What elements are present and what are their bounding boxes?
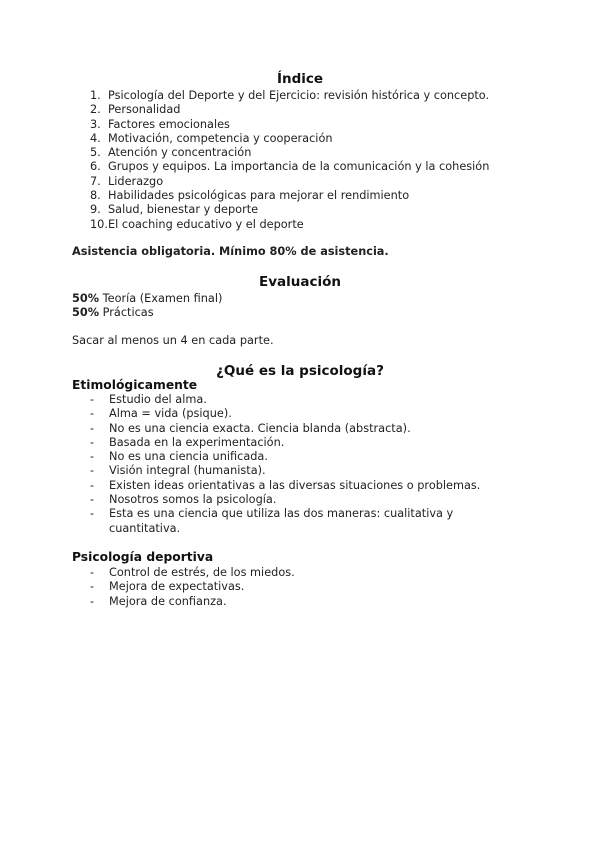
etymology-heading: Etimológicamente xyxy=(72,378,198,392)
list-item-text: Control de estrés, de los miedos. xyxy=(109,566,295,579)
list-item-text: Nosotros somos la psicología. xyxy=(109,493,277,507)
list-item: - Existen ideas orientativas a las diversas situaciones o problemas. xyxy=(90,478,481,492)
list-item-text: Existen ideas orientativas a las diversas situaciones o problemas. xyxy=(109,478,481,492)
list-item-text: Esta es una ciencia que utiliza las dos maneras: cualitativa y cuantitativa. xyxy=(109,507,454,535)
index-list xyxy=(90,89,550,232)
list-item: - Mejora de confianza. xyxy=(90,594,227,608)
index-item-number: 9. xyxy=(90,203,101,217)
evaluation-text: Prácticas xyxy=(99,306,154,319)
index-item xyxy=(90,218,550,232)
list-item-text: No es una ciencia unificada. xyxy=(109,450,268,464)
evaluation-line xyxy=(72,306,542,320)
evaluation-line xyxy=(72,292,542,306)
index-item-text: Motivación, competencia y cooperación xyxy=(108,131,333,145)
list-item-text: No es una ciencia exacta. Ciencia blanda (abstracta). xyxy=(109,421,411,435)
index-item-number: 6. xyxy=(90,160,101,174)
index-item xyxy=(90,118,550,132)
index-item xyxy=(90,203,550,217)
index-item xyxy=(90,189,550,203)
list-item-text: Basada en la experimentación. xyxy=(109,435,285,449)
index-item-number: 10. xyxy=(90,217,108,231)
list-item: - Control de estrés, de los miedos. xyxy=(90,566,295,579)
index-item-text: Atención y concentración xyxy=(108,146,252,160)
index-item-number: 1. xyxy=(90,89,101,102)
sport-psychology-heading: Psicología deportiva xyxy=(72,550,214,564)
index-item-number: 8. xyxy=(90,189,101,203)
index-item-text: Factores emocionales xyxy=(108,117,230,131)
index-item xyxy=(90,160,550,174)
index-item-number: 2. xyxy=(90,103,101,117)
evaluation-percent: 50% xyxy=(72,292,100,305)
index-title: Índice xyxy=(276,71,324,87)
psychology-title: ¿Qué es la psicología? xyxy=(216,363,384,379)
list-item: - Basada en la experimentación. xyxy=(90,435,285,449)
list-item: - No es una ciencia unificada. xyxy=(90,450,268,464)
index-item xyxy=(90,132,550,146)
list-item: - No es una ciencia exacta. Ciencia blanda (abstracta). xyxy=(90,421,411,435)
index-item-text: Personalidad xyxy=(108,103,181,117)
index-item xyxy=(90,89,550,103)
index-item xyxy=(90,175,550,189)
evaluation-title: Evaluación xyxy=(259,274,341,290)
list-item-text: Mejora de confianza. xyxy=(109,594,227,608)
index-item-text: Grupos y equipos. La importancia de la comunicación y la cohesión xyxy=(108,160,490,174)
index-item-number: 5. xyxy=(90,146,101,160)
etymology-list xyxy=(90,393,490,536)
index-item-text: Habilidades psicológicas para mejorar el rendimiento xyxy=(108,189,410,203)
attendance-note: Asistencia obligatoria. Mínimo 80% de asistencia. xyxy=(72,245,389,258)
index-item-number: 4. xyxy=(90,131,101,145)
index-item xyxy=(90,146,550,160)
index-item-number: 3. xyxy=(90,117,101,131)
evaluation-text: Teoría (Examen final) xyxy=(99,292,223,305)
list-item-text: Estudio del alma. xyxy=(109,393,207,406)
sport-psychology-list xyxy=(90,566,490,609)
list-item-text: Mejora de expectativas. xyxy=(109,580,245,594)
list-item: - Esta es una ciencia que utiliza las dos maneras: cualitativa y cuantitativa. xyxy=(90,507,454,535)
list-item: - Mejora de expectativas. xyxy=(90,580,245,594)
list-item: - Nosotros somos la psicología. xyxy=(90,493,277,507)
index-item xyxy=(90,103,550,117)
evaluation-percent: 50% xyxy=(72,306,100,319)
index-item-text: El coaching educativo y el deporte xyxy=(108,217,304,231)
index-item-number: 7. xyxy=(90,174,101,188)
list-item: - Estudio del alma. xyxy=(90,393,207,406)
list-item-text: Alma = vida (psique). xyxy=(109,407,232,421)
index-item-text: Psicología del Deporte y del Ejercicio: revisión histórica y concepto. xyxy=(108,89,490,102)
list-item: - Visión integral (humanista). xyxy=(90,464,266,478)
list-item: - Alma = vida (psique). xyxy=(90,407,232,421)
list-item-text: Visión integral (humanista). xyxy=(109,464,266,478)
index-item-text: Salud, bienestar y deporte xyxy=(108,203,259,217)
evaluation-note: Sacar al menos un 4 en cada parte. xyxy=(72,334,274,347)
index-item-text: Liderazgo xyxy=(108,174,164,188)
